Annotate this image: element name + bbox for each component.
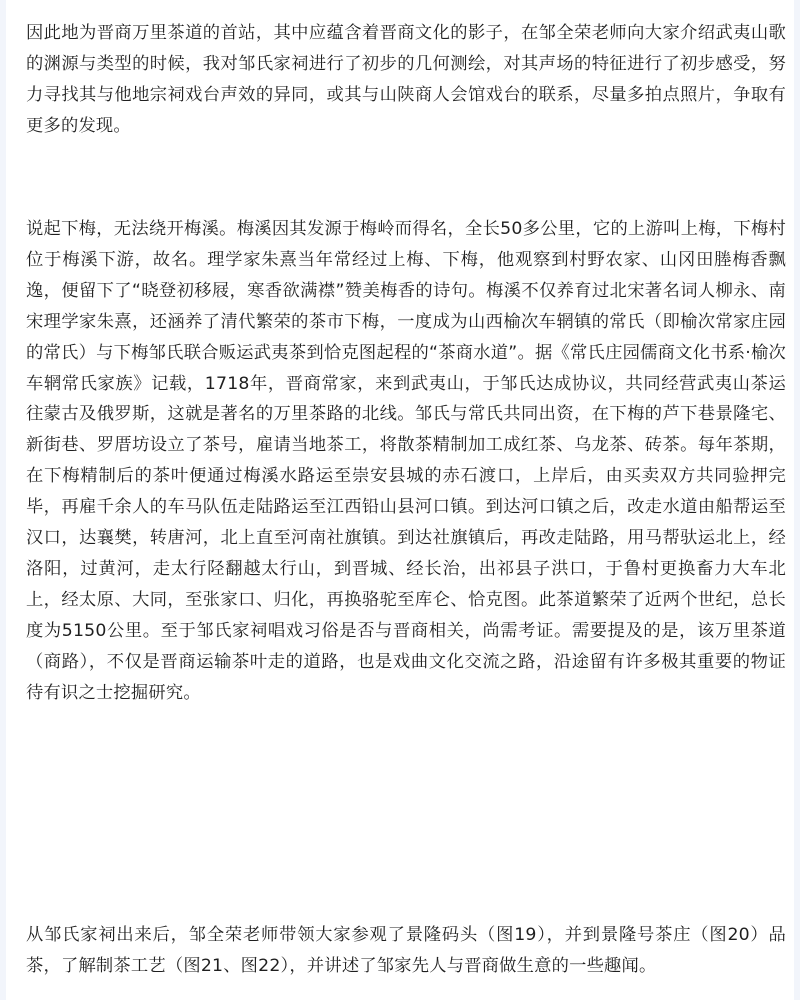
paragraph-1: 因此地为晋商万里茶道的首站，其中应蕴含着晋商文化的影子，在邹全荣老师向大家介绍武夷山歌的渊源与类型的时候，我对邹氏家祠进行了初步的几何测绘，对其声场的特征进行了初步感受，努力寻找其与他地宗祠戏台声效的异同，或其与山陕商人会馆戏台的联系，尽量多拍点照片，争取有更多的发现。 — [26, 23, 786, 136]
article-page — [6, 0, 794, 1000]
paragraph-3: 从邹氏家祠出来后，邹全荣老师带领大家参观了景隆码头（图19），并到景隆号茶庄（图20）品茶，了解制茶工艺（图21、图22），并讲述了邹家先人与晋商做生意的一些趣闻。 — [26, 925, 786, 976]
paragraph-2: 说起下梅，无法绕开梅溪。梅溪因其发源于梅岭而得名，全长50多公里，它的上游叫上梅，下梅村位于梅溪下游，故名。理学家朱熹当年常经过上梅、下梅，他观察到村野农家、山冈田塍梅香飘逸，便留下了“晓登初移屐，寒香欲满襟”赞美梅香的诗句。梅溪不仅养育过北宋著名词人柳永、南宋理学家朱熹，还涵养了清代繁荣的茶市下梅，一度成为山西榆次车辋镇的常氏（即榆次常家庄园的常氏）与下梅邹氏联合贩运武夷茶到恰克图起程的“茶商水道”。据《常氏庄园儒商文化书系·榆次车辋常氏家族》记载，1718年，晋商常家，来到武夷山，于邹氏达成协议，共同经营武夷山茶运往蒙古及俄罗斯，这就是著名的万里茶路的北线。邹氏与常氏共同出资，在下梅的芦下巷景隆宅、新街巷、罗厝坊设立了茶号，雇请当地茶工，将散茶精制加工成红茶、乌龙茶、砖茶。每年茶期，在下梅精制后的茶叶便通过梅溪水路运至崇安县城的赤石渡口，上岸后，由买卖双方共同验押完毕，再雇千余人的车马队伍走陆路运至江西铅山县河口镇。到达河口镇之后，改走水道由船帮运至汉口，达襄樊，转唐河，北上直至河南社旗镇。到达社旗镇后，再改走陆路，用马帮驮运北上，经洛阳，过黄河，走太行陉翻越太行山，到晋城、经长治，出祁县子洪口，于鲁村更换畜力大车北上，经太原、大同，至张家口、归化，再换骆驼至库仑、恰克图。此茶道繁荣了近两个世纪，总长度为5150公里。至于邹氏家祠唱戏习俗是否与晋商相关，尚需考证。需要提及的是，该万里茶道（商路），不仅是晋商运输茶叶走的道路，也是戏曲文化交流之路，沿途留有许多极其重要的物证待有识之士挖掘研究。 — [26, 219, 786, 703]
